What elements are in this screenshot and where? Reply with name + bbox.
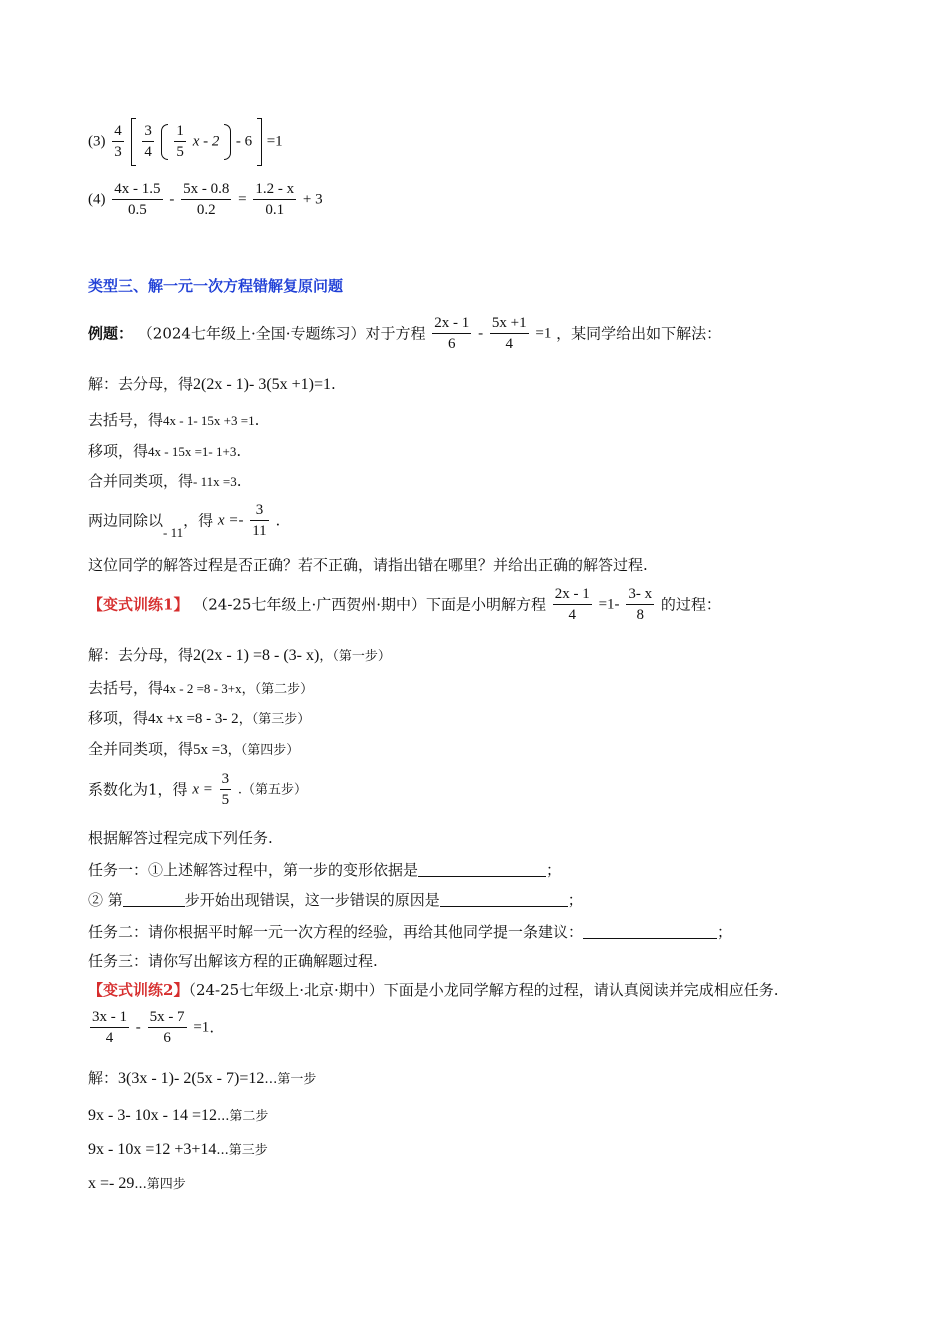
v2-fraction-1: $\frac{3x - 1}{4}$ (92, 1009, 127, 1046)
example-step-4: 合并同类项，得- 11x =3. (88, 472, 242, 490)
v1-step-4: 全并同类项，得5x =3，（第四步） (88, 740, 300, 758)
v2-step-1: 解：3(3x - 1)- 2(5x - 7)=12…第一步 (88, 1069, 317, 1087)
p4-tail: + 3 (302, 191, 323, 208)
v2-minus: - (135, 1019, 141, 1036)
p3-fraction-1: $\frac{4}{3}$ (114, 123, 122, 160)
v2-equation: $\frac{3x - 1}{4}$ - $\frac{5x - 7}{6}$ =1. (92, 1009, 215, 1046)
v1-after: 的过程： (660, 595, 721, 614)
v1-task-intro: 根据解答过程完成下列任务. (88, 829, 273, 847)
v1-step-4-math: 5x =3 (193, 742, 228, 758)
example-divisor: - 11 (163, 525, 184, 540)
v1-step-3-math: 4x +x =8 - 3- 2 (148, 711, 239, 727)
v2-step-1-math: 3(3x - 1)- 2(5x - 7)=12 (118, 1070, 265, 1087)
v2-rhs: =1 (193, 1019, 210, 1036)
p4-minus: - (169, 191, 175, 208)
example-intro (88, 316, 721, 352)
v1-step-1-math: 2(2x - 1) =8 - (3- x) (193, 647, 320, 664)
right-paren (224, 124, 231, 160)
v1-task-1b: ② 第 步开始出现错误，这一步错误的原因是 ； (88, 891, 583, 909)
answer-blank-step[interactable] (123, 892, 185, 907)
v1-step-2-math: 4x - 2 =8 - 3+x (163, 681, 242, 696)
variant-2-intro (88, 983, 779, 998)
variant-1-label: 【变式训练1】 (88, 595, 189, 614)
problem-3 (88, 118, 283, 166)
example-step-3-math: 4x - 15x =1- 1+3 (148, 444, 237, 459)
p3-rhs: =1 (266, 133, 283, 150)
variant-1-intro (88, 587, 721, 623)
v1-task-3: 任务三：请你写出解该方程的正确解题过程. (88, 952, 378, 970)
v1-fraction-2: $\frac{3- x}{8}$ (628, 586, 653, 623)
section-title: 类型三、解一元一次方程错解复原问题 (88, 277, 344, 295)
example-fraction-1: $\frac{2x - 1}{6}$ (434, 315, 470, 352)
v1-step-3: 移项，得4x +x =8 - 3- 2，（第三步） (88, 709, 311, 727)
example-after: ，某同学给出如下解法： (556, 324, 722, 343)
v1-task-1a: 任务一：①上述解答过程中，第一步的变形依据是 ； (88, 861, 562, 879)
v2-step-2: 9x - 3- 10x - 14 =12...第二步 (88, 1107, 269, 1124)
v2-step-4: x =- 29...第四步 (88, 1175, 186, 1192)
left-paren (161, 124, 168, 160)
variant-2-source: （24-25七年级上·北京·期中）下面是小龙同学解方程的过程，请认真阅读并完成相应任务. (188, 981, 779, 999)
v1-result-lhs: x = (192, 781, 213, 798)
p3-mid: - 6 (235, 133, 253, 150)
p3-inner: x - 2 (192, 133, 220, 150)
answer-blank-suggestion[interactable] (583, 924, 717, 939)
v2-step-4-math: x =- 29 (88, 1175, 135, 1192)
p4-equals: = (238, 191, 247, 208)
example-step-1-math: 2(2x - 1)- 3(5x +1)=1 (193, 376, 332, 393)
example-source: （2024七年级上·全国·专题练习）对于方程 (137, 324, 426, 343)
variant-1-source: （24-25七年级上·广西贺州·期中）下面是小明解方程 (193, 595, 547, 614)
p4-fraction-3: $\frac{1.2 - x}{0.1}$ (255, 181, 295, 218)
p3-fraction-2: $\frac{3}{4}$ (144, 123, 152, 160)
example-question: 这位同学的解答过程是否正确？若不正确，请指出错在哪里？并给出正确的解答过程. (88, 556, 648, 574)
v1-task-2: 任务二：请你根据平时解一元一次方程的经验，再给其他同学提一条建议： ； (88, 923, 733, 941)
p4-fraction-2: $\frac{5x - 0.8}{0.2}$ (183, 181, 230, 218)
v1-step-2: 去括号，得4x - 2 =8 - 3+x，（第二步） (88, 679, 314, 697)
example-rhs: =1 (535, 325, 552, 342)
answer-blank-basis[interactable] (418, 862, 546, 877)
example-fraction-2: $\frac{5x +1}{4}$ (491, 315, 527, 352)
left-square-bracket (131, 118, 136, 166)
v1-mid: =1- (598, 596, 620, 613)
problem-4 (88, 182, 323, 218)
example-result-fraction: $\frac{3}{11}$ (252, 502, 267, 539)
v1-step-5: 系数化为1，得 x = $\frac{3}{5}$ .（第五步） (88, 771, 308, 808)
variant-2-label: 【变式训练2】 (88, 981, 189, 999)
answer-blank-reason[interactable] (440, 892, 568, 907)
right-square-bracket (257, 118, 262, 166)
example-step-4-math: - 11x =3 (193, 474, 237, 489)
example-step-3: 移项，得4x - 15x =1- 1+3. (88, 442, 242, 460)
example-step-5: 两边同除以- 11，得 x =- $\frac{3}{11}$ . (88, 502, 281, 540)
example-result-lhs: x =- (217, 512, 244, 529)
v1-step-1: 解：去分母，得2(2x - 1) =8 - (3- x)，（第一步） (88, 646, 391, 664)
example-step-2: 去括号，得4x - 1- 15x +3 =1. (88, 411, 260, 429)
example-step-2-math: 4x - 1- 15x +3 =1 (163, 413, 255, 428)
example-step-1: 解：去分母，得2(2x - 1)- 3(5x +1)=1. (88, 375, 336, 393)
v1-result-fraction: $\frac{3}{5}$ (221, 771, 230, 808)
v2-fraction-2: $\frac{5x - 7}{6}$ (149, 1009, 185, 1046)
p3-fraction-3: $\frac{1}{5}$ (176, 123, 184, 160)
v2-step-2-math: 9x - 3- 10x - 14 =12 (88, 1107, 218, 1124)
example-minus: - (478, 325, 484, 342)
p4-fraction-1: $\frac{4x - 1.5}{0.5}$ (114, 181, 161, 218)
problem-4-label: (4) (88, 191, 106, 208)
v2-step-3-math: 9x - 10x =12 +3+14 (88, 1141, 217, 1158)
example-label: 例题： (88, 324, 134, 343)
problem-3-label: (3) (88, 133, 106, 150)
v2-step-3: 9x - 10x =12 +3+14...第三步 (88, 1141, 268, 1158)
v1-fraction-1: $\frac{2x - 1}{4}$ (554, 586, 590, 623)
